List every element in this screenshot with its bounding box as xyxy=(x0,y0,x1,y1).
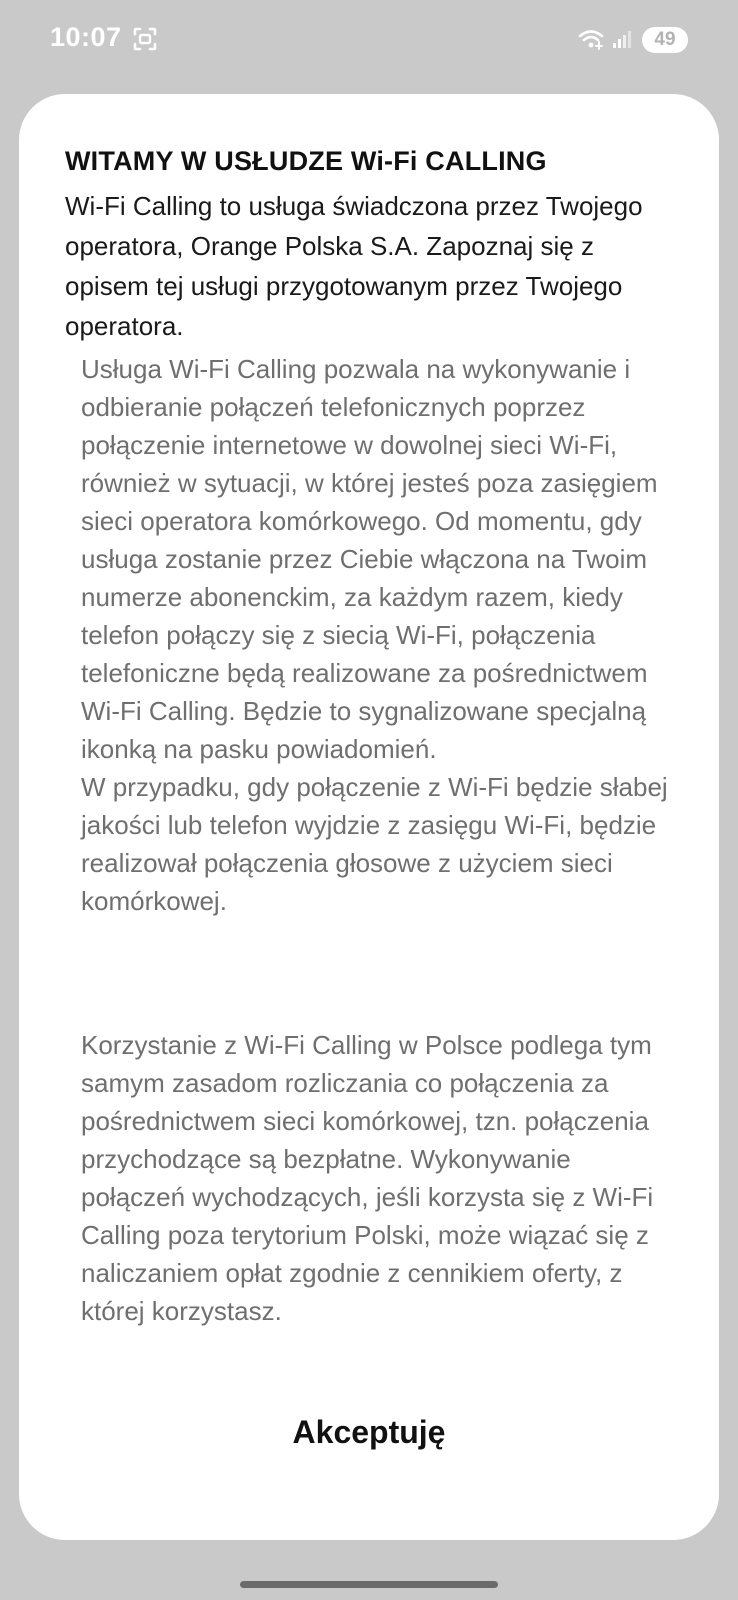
battery-indicator: 49 xyxy=(642,27,688,53)
status-bar xyxy=(0,0,738,80)
wifi-calling-icon xyxy=(578,28,606,50)
screenshot-icon xyxy=(132,26,158,52)
signal-icon xyxy=(612,28,634,50)
service-description: Usługa Wi-Fi Calling pozwala na wykonywanie i odbieranie połączeń telefonicznych poprzez połączenie internetowe w dowolnej sieci Wi-Fi, również w sytuacji, w której jesteś poza zasięgiem sieci operatora komórkowego. Od momentu, gdy usługa zostanie przez Ciebie włączona na Twoim numerze abonenckim, za każdym razem, kiedy telefon połączy się z siecią Wi-Fi, połączenia telefoniczne będą realizowane za pośrednictwem Wi-Fi Calling. Będzie to sygnalizowane specjalną ikonką na pasku powiadomień. W przypadku, gdy połączenie z Wi-Fi będzie słabej jakości lub telefon wyjdzie z zasięgu Wi-Fi, będzie realizował połączenia głosowe z użyciem sieci komórkowej. xyxy=(81,354,668,916)
home-indicator[interactable] xyxy=(240,1581,498,1588)
dialog-intro: Wi-Fi Calling to usługa świadczona przez Twojego operatora, Orange Polska S.A. Zapoznaj się z opisem tej usługi przygotowanym przez Twojego operatora. xyxy=(65,191,643,341)
status-time: 10:07 xyxy=(50,22,122,52)
billing-description: Korzystanie z Wi-Fi Calling w Polsce podlega tym samym zasadom rozliczania co połączenia za pośrednictwem sieci komórkowej, tzn. połączenia przychodzące są bezpłatne. Wykonywanie połączeń wychodzących, jeśli korzysta się z Wi-Fi Calling poza terytorium Polski, może wiązać się z naliczaniem opłat zgodnie z cennikiem oferty, z której korzystasz. xyxy=(81,1030,654,1326)
wifi-calling-dialog xyxy=(19,94,719,1540)
dialog-title: WITAMY W USŁUDZE Wi-Fi CALLING xyxy=(65,146,547,176)
accept-button[interactable]: Akceptuję xyxy=(229,1404,509,1460)
